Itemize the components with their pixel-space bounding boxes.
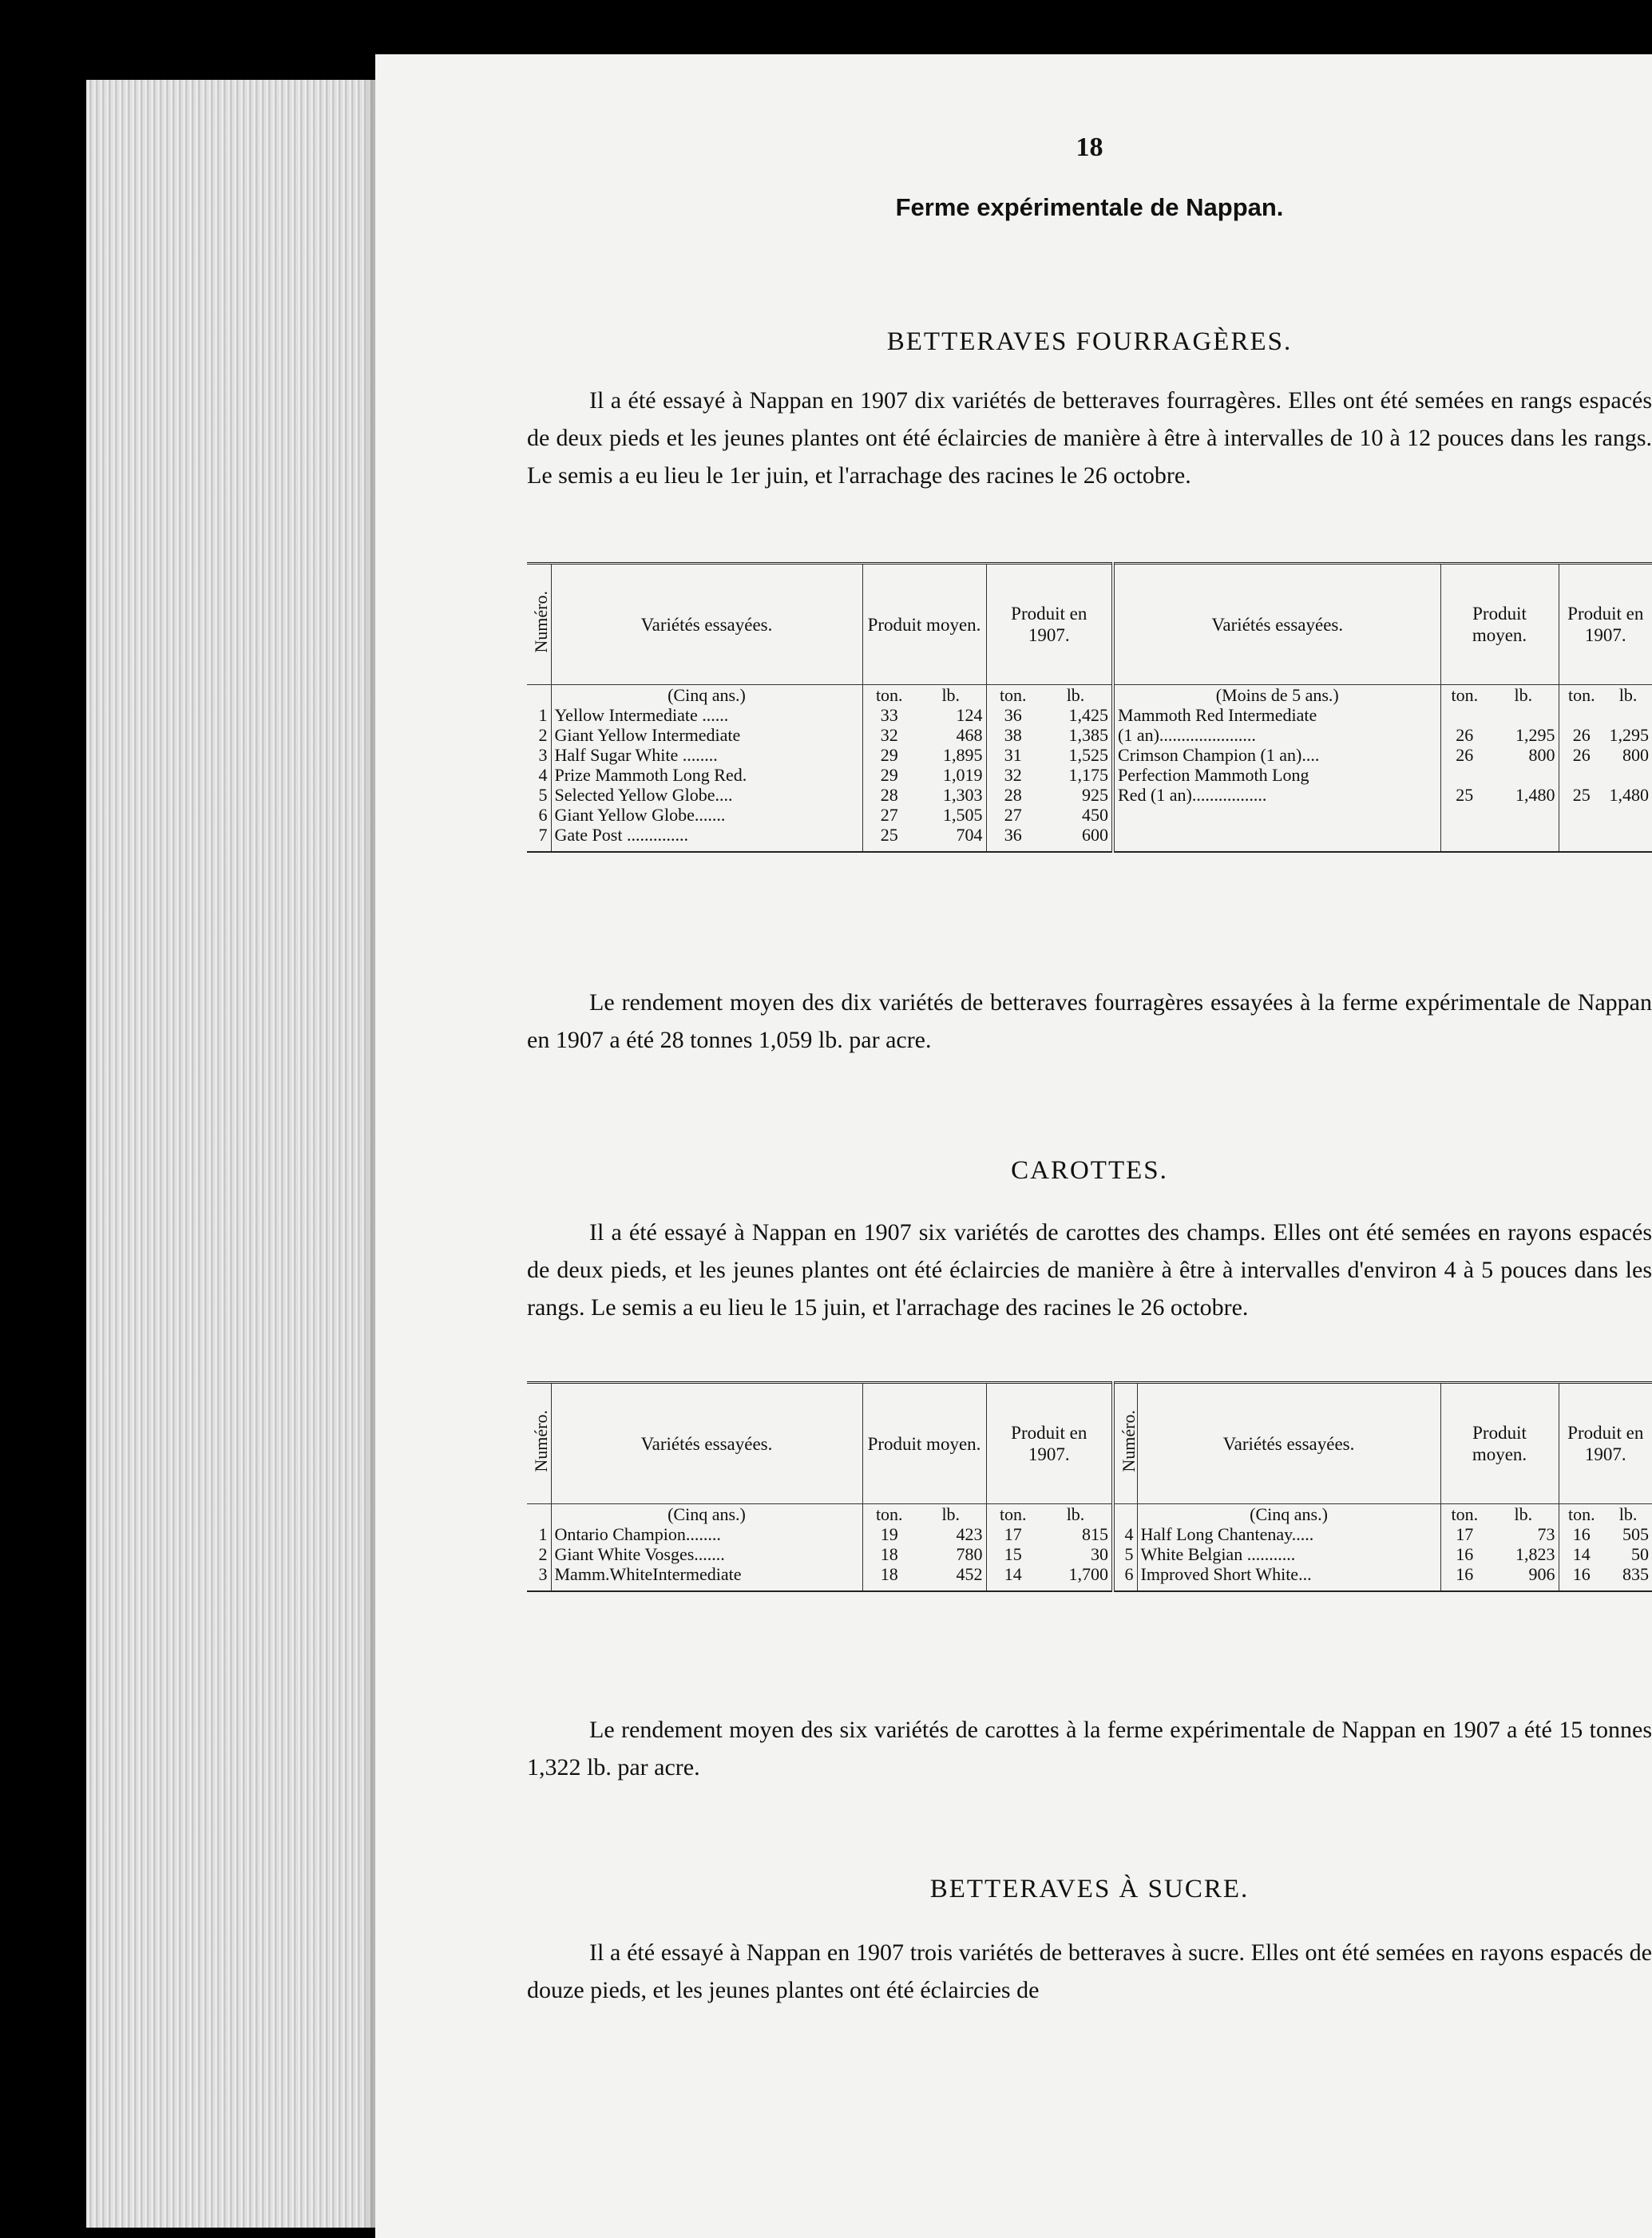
unit-ton: ton. [986,685,1040,706]
group-label: (Cinq ans.) [1137,1504,1440,1525]
unit-ton: ton. [1559,685,1604,706]
page-number: 18 [1076,133,1103,162]
table-row: 3 Mamm.WhiteIntermediate 18 452 14 1,700 6 Improved Short White... 16 906 16 835 [527,1564,1652,1591]
table-row: 2 Giant Yellow Intermediate 32 468 38 1,385 (1 an)...................... 26 1,295 26 1,295 [538,725,1650,745]
section-title-sucre: BETTERAVES À SUCRE. [929,1875,1250,1903]
group-label: (Cinq ans.) [551,1504,862,1525]
book-page [375,54,1652,2238]
header-varietes-right: Variétés essayées. [1113,564,1440,685]
page-content [527,54,1652,2238]
table-carottes [527,1381,1652,1592]
paragraph-text: Le rendement moyen des six variétés de carottes à la ferme expérimentale de Nappan en 1907 a été 15 tonnes 1,322 lb. par acre. [527,1717,1652,1780]
header-produit-moyen-right: Produit moyen. [1440,1383,1559,1504]
stacked-page-edges [86,80,390,2228]
section-title-carottes: CAROTTES. [1011,1156,1168,1185]
paragraph-betteraves-intro [527,382,1652,494]
unit-lb: lb. [1618,1504,1638,1524]
table-row: 7 Gate Post .............. 25 704 36 600 [527,825,1652,852]
table-row: 5 Selected Yellow Globe.... 28 1,303 28 925 Red (1 an)................. 25 1,480 25 1,480 [538,785,1650,805]
paragraph-text: Le rendement moyen des dix variétés de betteraves fourragères essayées à la ferme expérimentale de Nappan en 1907 a été 28 tonnes 1,059 lb. par acre. [527,989,1652,1053]
paragraph-carottes-intro [527,1214,1652,1326]
unit-lb: lb. [941,685,961,705]
header-produit-1907: Produit en 1907. [986,1383,1113,1504]
header-numero: Numéro. [527,1383,551,1504]
header-produit-moyen: Produit moyen. [862,564,986,685]
table-betteraves [527,562,1652,853]
paragraph-text: Il a été essayé à Nappan en 1907 dix variétés de betteraves fourragères. Elles ont été semées en rangs espacés de deux pieds et les jeunes plantes ont été éclaircies de manière à être à intervalles de 10 à 12 pouces dans les rangs. Le semis a eu lieu le 1er juin, et l'arrachage des racines le 26 octobre. [527,387,1652,489]
table-row: 3 Half Sugar White ........ 29 1,895 31 1,525 Crimson Champion (1 an).... 26 800 26 800 [538,745,1650,765]
table-row: 6 Giant Yellow Globe....... 27 1,505 27 450 [527,805,1652,825]
unit-lb: lb. [1514,1504,1533,1524]
table-row: 1 Yellow Intermediate ...... 33 124 36 1,425 Mammoth Red Intermediate [527,705,1652,725]
unit-ton: ton. [1440,685,1488,706]
group-label: (Moins de 5 ans.) [1113,685,1440,706]
section-title-betteraves: BETTERAVES FOURRAGÈRES. [886,327,1293,356]
unit-lb: lb. [1066,1504,1085,1524]
running-head: Ferme expérimentale de Nappan. [895,193,1284,221]
header-produit-moyen: Produit moyen. [862,1383,986,1504]
header-varietes: Variétés essayées. [551,1383,862,1504]
header-produit-1907-right: Produit en 1907. [1559,564,1652,685]
group-label: (Cinq ans.) [551,685,862,706]
unit-ton: ton. [1440,1504,1488,1525]
table-row: 2 Giant White Vosges....... 18 780 15 30 5 White Belgian ........... 16 1,823 14 50 [538,1544,1650,1564]
paragraph-sucre-intro [527,1934,1652,2009]
header-varietes: Variétés essayées. [551,564,862,685]
unit-lb: lb. [1514,685,1533,705]
unit-lb: lb. [1618,685,1638,705]
table-row: 4 Prize Mammoth Long Red. 29 1,019 32 1,175 Perfection Mammoth Long [527,765,1652,785]
unit-ton: ton. [986,1504,1040,1525]
header-produit-1907-right: Produit en 1907. [1559,1383,1652,1504]
header-produit-1907: Produit en 1907. [986,564,1113,685]
unit-ton: ton. [1559,1504,1604,1525]
header-produit-moyen-right: Produit moyen. [1440,564,1559,685]
paragraph-text: Il a été essayé à Nappan en 1907 six variétés de carottes des champs. Elles ont été semées en rayons espacés de deux pieds, et les jeunes plantes ont été éclaircies de manière à être à intervalles d'environ 4 à 5 pouces dans les rangs. Le semis a eu lieu le 15 juin, et l'arrachage des racines le 26 octobre. [527,1219,1652,1321]
unit-lb: lb. [1066,685,1085,705]
paragraph-text: Il a été essayé à Nappan en 1907 trois variétés de betteraves à sucre. Elles ont été semées en rayons espacés de douze pieds, et les jeunes plantes ont été éclaircies de [527,1939,1652,2003]
paragraph-betteraves-summary [527,984,1652,1059]
header-varietes-right: Variétés essayées. [1137,1383,1440,1504]
unit-ton: ton. [862,1504,916,1525]
unit-ton: ton. [862,685,916,706]
unit-lb: lb. [941,1504,961,1524]
header-numero: Numéro. [527,564,551,685]
table-row: 1 Ontario Champion........ 19 423 17 815 4 Half Long Chantenay..... 17 73 16 505 [538,1524,1650,1544]
paragraph-carottes-summary [527,1711,1652,1786]
header-numero-right: Numéro. [1113,1383,1137,1504]
